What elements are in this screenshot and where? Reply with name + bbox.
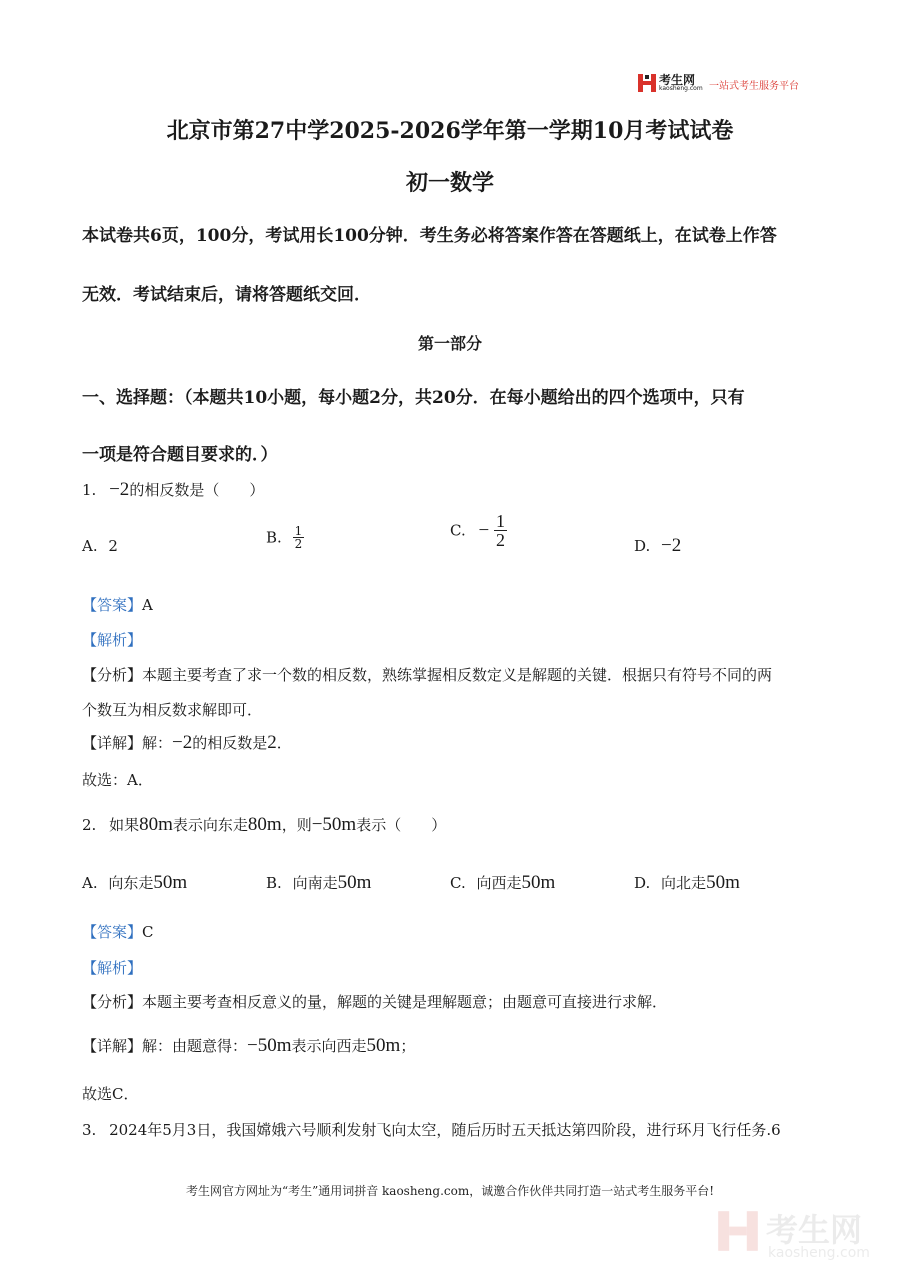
fraction — [494, 512, 507, 549]
option-label: A. — [82, 874, 98, 892]
answer-tag: 【答案】 — [82, 596, 143, 614]
detail-text: 的相反数是 — [192, 734, 268, 752]
option-label: D. — [634, 537, 651, 555]
q2-detail — [82, 1035, 415, 1057]
question-text: 表示（ ） — [356, 816, 447, 834]
detail-text: 表示向西走 — [291, 1037, 367, 1055]
option-value: 2 — [108, 537, 118, 555]
q1-option-b — [266, 525, 304, 550]
option-text: 向南走 — [292, 874, 338, 892]
denominator: 2 — [294, 537, 303, 551]
instructions-line1: 本试卷共6页，100分，考试用长100分钟．考生务必将答案作答在答题纸上，在试卷上作答 — [82, 226, 777, 246]
detail-tag: 【详解】解： — [82, 734, 173, 752]
watermark-icon — [716, 1209, 760, 1253]
kaosheng-logo-icon — [637, 73, 657, 93]
watermark-logo — [716, 1205, 886, 1265]
question-1 — [82, 479, 264, 501]
math-expression: −2 — [172, 732, 193, 753]
q2-choose: 故选C． — [82, 1085, 139, 1103]
option-label: C. — [450, 874, 466, 892]
q1-analysis-tag: 【解析】 — [82, 631, 143, 649]
option-label: B. — [266, 528, 282, 547]
minus-sign: − — [478, 519, 490, 541]
detail-end: ． — [276, 734, 292, 752]
q1-choose: 故选：A． — [82, 771, 153, 789]
numerator: 1 — [496, 511, 505, 531]
math-expression: 50m — [366, 1035, 401, 1056]
instructions-line2: 无效．考试结束后，请将答题纸交回． — [82, 285, 371, 305]
option-label: C. — [450, 521, 466, 540]
logo-text: 考生网 — [659, 73, 696, 87]
option-value: 50m — [153, 872, 188, 893]
q2-option-d — [634, 872, 740, 894]
option-value: 50m — [521, 872, 556, 893]
numerator: 1 — [294, 524, 303, 538]
question-number: 2. — [82, 816, 97, 834]
denominator: 2 — [496, 530, 505, 550]
question-3 — [82, 1119, 781, 1140]
question-2 — [82, 814, 446, 836]
page-footer: 考生网官方网址为“考生”通用词拼音 kaosheng.com，诚邀合作伙伴共同打造一站式考生服务平台! — [185, 1184, 715, 1198]
detail-end: ； — [400, 1037, 416, 1055]
q1-option-a — [82, 537, 118, 555]
math-expression: 80m — [247, 814, 282, 835]
option-label: D. — [634, 874, 651, 892]
q1-option-d — [634, 535, 681, 557]
detail-tag: 【详解】解：由题意得： — [82, 1037, 248, 1055]
question-number: 1. — [82, 481, 97, 499]
question-number: 3. — [82, 1121, 97, 1139]
math-expression: −50m — [311, 814, 357, 835]
fraction — [293, 525, 305, 550]
option-text: 向东走 — [108, 874, 154, 892]
watermark-url: kaosheng.com — [768, 1245, 870, 1261]
logo-url: kaosheng.com — [659, 85, 703, 92]
q1-analysis-line2: 个数互为相反数求解即可． — [82, 701, 263, 719]
option-value: 50m — [337, 872, 372, 893]
q1-option-c — [450, 512, 507, 549]
section-heading-line2: 一项是符合题目要求的．） — [82, 445, 278, 465]
q2-option-b — [266, 872, 371, 894]
math-expression: −50m — [247, 1035, 292, 1056]
option-value: −2 — [661, 535, 682, 556]
math-expression: −2 — [109, 479, 130, 500]
q2-analysis-tag: 【解析】 — [82, 959, 143, 977]
option-value: 50m — [706, 872, 740, 893]
q2-option-a — [82, 872, 187, 894]
q2-analysis-line1: 【分析】本题主要考查相反意义的量，解题的关键是理解题意；由题意可直接进行求解． — [82, 993, 668, 1011]
q2-answer — [82, 921, 154, 942]
page-subtitle: 初一数学 — [405, 170, 494, 196]
section-heading-line1: 一、选择题：（本题共10小题，每小题2分，共20分．在每小题给出的四个选项中，只有 — [82, 388, 745, 408]
part-heading: 第一部分 — [417, 334, 482, 353]
option-text: 向北走 — [661, 874, 707, 892]
q1-detail — [82, 732, 292, 754]
page-title: 北京市第27中学2025-2026学年第一学期10月考试试卷 — [166, 118, 734, 144]
answer-tag: 【答案】 — [82, 923, 143, 941]
answer-value: A — [142, 596, 153, 614]
question-text: 2024年5月3日，我国嫦娥六号顺利发射飞向太空，随后历时五天抵达第四阶段，进行环月飞行任务.6 — [109, 1121, 781, 1139]
option-label: A. — [82, 537, 98, 555]
answer-value: C — [142, 923, 154, 941]
option-label: B. — [266, 874, 282, 892]
question-text: ，则 — [281, 816, 312, 834]
question-text: 表示向东走 — [172, 816, 248, 834]
question-text: 如果 — [109, 816, 140, 834]
q1-analysis-line1: 【分析】本题主要考查了求一个数的相反数，熟练掌握相反数定义是解题的关键．根据只有符号不同的两 — [82, 666, 773, 684]
logo-slogan: 一站式考生服务平台 — [709, 81, 799, 92]
header-logo — [637, 71, 805, 95]
q1-answer — [82, 594, 153, 615]
q2-option-c — [450, 872, 555, 894]
watermark-text: 考生网 — [766, 1211, 863, 1249]
math-expression: 2 — [267, 732, 277, 753]
option-text: 向西走 — [476, 874, 522, 892]
question-text: 的相反数是（ ） — [129, 481, 265, 499]
math-expression: 80m — [139, 814, 173, 835]
